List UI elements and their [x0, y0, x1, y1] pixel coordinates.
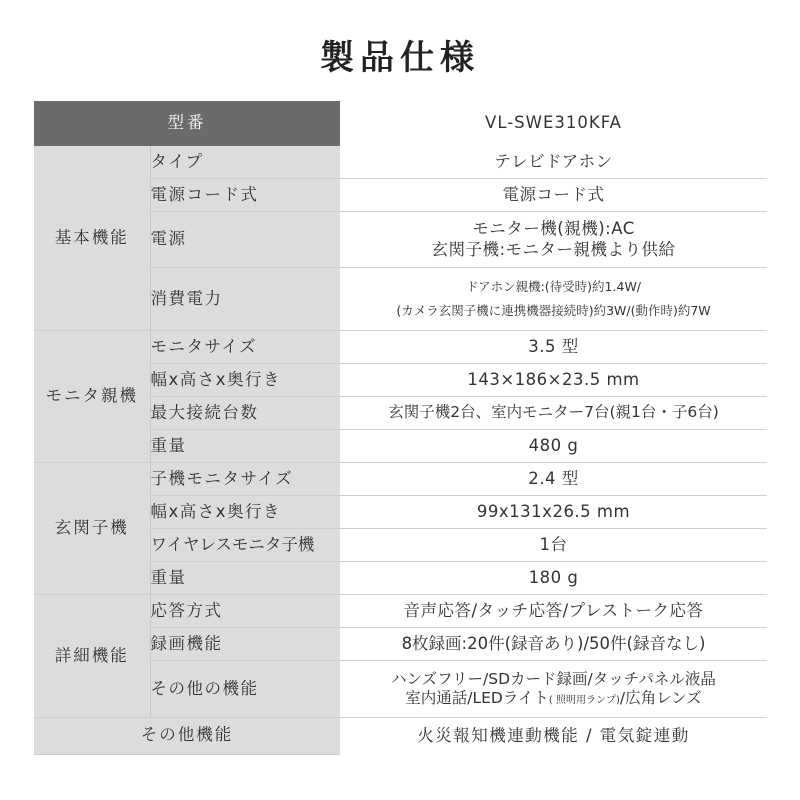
other-label: その他機能: [34, 718, 340, 755]
value-line: ハンズフリー/SDカード録画/タッチパネル液晶: [391, 669, 716, 688]
row-label: 消費電力: [150, 268, 340, 331]
row-value: [340, 212, 767, 268]
value-text: /広角レンズ: [619, 689, 702, 707]
category-detail: 詳細機能: [34, 595, 150, 718]
table-row: [34, 718, 767, 755]
row-label: 重量: [150, 430, 340, 463]
row-value: 8枚録画:20件(録音あり)/50件(録音なし): [340, 628, 767, 661]
row-label: 最大接続台数: [150, 397, 340, 430]
row-value: 99x131x26.5 mm: [340, 496, 767, 529]
model-label: 型番: [34, 101, 340, 146]
row-label: 電源コード式: [150, 179, 340, 212]
value-line: ドアホン親機:(待受時)約1.4W/: [465, 279, 642, 295]
value-line: モニター機(親機):AC: [472, 218, 635, 238]
spec-table: [34, 101, 767, 755]
row-value: 3.5 型: [340, 331, 767, 364]
row-value: 音声応答/タッチ応答/プレストーク応答: [340, 595, 767, 628]
value-line: (カメラ玄関子機に連携機器接続時)約3W/(動作時)約7W: [396, 303, 711, 318]
row-label: 幅x高さx奥行き: [150, 496, 340, 529]
table-row: [34, 595, 767, 628]
model-value: VL-SWE310KFA: [485, 113, 622, 133]
value-note: ( 照明用ランプ): [548, 695, 620, 706]
row-value: 480 g: [340, 430, 767, 463]
row-value: 180 g: [340, 562, 767, 595]
table-row: [34, 146, 767, 179]
table-row: [34, 463, 767, 496]
row-label: 録画機能: [150, 628, 340, 661]
table-row: [34, 331, 767, 364]
row-label: 子機モニタサイズ: [150, 463, 340, 496]
row-value: 2.4 型: [340, 463, 767, 496]
category-monitor: モニタ親機: [34, 331, 150, 463]
row-label: 応答方式: [150, 595, 340, 628]
row-value: 143×186×23.5 mm: [340, 364, 767, 397]
value-line: [340, 689, 767, 708]
row-label: その他の機能: [150, 661, 340, 718]
row-value: テレビドアホン: [340, 146, 767, 179]
value-line: 玄関子機:モニター親機より供給: [431, 239, 676, 259]
row-value: 1台: [340, 529, 767, 562]
row-label: 重量: [150, 562, 340, 595]
row-label: タイプ: [150, 146, 340, 179]
category-basic: 基本機能: [34, 146, 150, 331]
row-label: ワイヤレスモニタ子機: [150, 529, 340, 562]
page-title: 製品仕様: [320, 38, 480, 78]
row-value: [340, 661, 767, 718]
value-text: 室内通話/LEDライト: [405, 689, 549, 707]
row-value: 火災報知機連動機能 / 電気錠連動: [417, 725, 690, 745]
row-label: モニタサイズ: [150, 331, 340, 364]
category-entrance: 玄関子機: [34, 463, 150, 595]
row-value: 玄関子機2台、室内モニター7台(親1台・子6台): [340, 397, 767, 430]
row-value: [340, 268, 767, 331]
row-label: 電源: [150, 212, 340, 268]
row-label: 幅x高さx奥行き: [150, 364, 340, 397]
model-row: [34, 101, 767, 146]
row-value: 電源コード式: [340, 179, 767, 212]
